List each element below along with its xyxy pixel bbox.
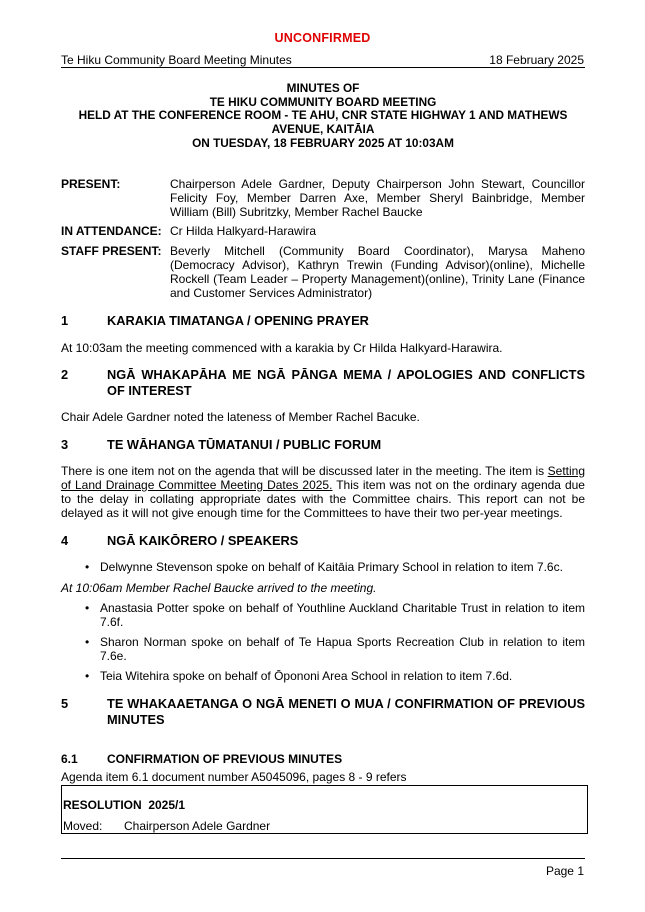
moved-label: Moved: — [63, 819, 103, 833]
header-document-title: Te Hiku Community Board Meeting Minutes — [61, 53, 292, 67]
arrival-note: At 10:06am Member Rachel Baucke arrived to the meeting. — [61, 581, 377, 595]
section-6-1-heading: CONFIRMATION OF PREVIOUS MINUTES — [107, 752, 343, 766]
unconfirmed-stamp: UNCONFIRMED — [274, 31, 371, 45]
section-2-body: Chair Adele Gardner noted the lateness of Member Rachel Bacuke. — [61, 410, 420, 424]
section-4-heading: NGĀ KAIKŌRERO / SPEAKERS — [107, 533, 299, 548]
section-3-body-end: This item was not on the ordinary agenda due to the delay in collating appropriate dates with the Committee chairs. This report can not be delayed as it will not give enough time for the Committees to have their two per-year meetings. — [61, 477, 585, 520]
title-line-4: AVENUE, KAITĀIA — [271, 122, 375, 137]
present-label: PRESENT: — [61, 177, 121, 191]
staff-present-text: Beverly Mitchell (Community Board Coordinator), Marysa Maheno (Democracy Advisor), Kathryn Trewin (Funding Advisor)(online), Michelle Rockell (Team Leader – Property Management)(online), Trinity Lane (Finance and Customer Services Administrator) — [170, 244, 585, 300]
minutes-title — [61, 82, 585, 151]
section-5-number: 5 — [61, 696, 69, 711]
section-3-body — [61, 465, 585, 521]
moved-by: Chairperson Adele Gardner — [124, 819, 271, 833]
section-1-body: At 10:03am the meeting commenced with a karakia by Cr Hilda Halkyard-Harawira. — [61, 341, 503, 355]
footer-rule — [61, 858, 585, 859]
title-line-2: TE HIKU COMMUNITY BOARD MEETING — [209, 94, 437, 109]
bullet-icon: • — [85, 601, 90, 615]
section-2-number: 2 — [61, 367, 69, 382]
title-line-3: HELD AT THE CONFERENCE ROOM - TE AHU, CNR STATE HIGHWAY 1 AND MATHEWS — [78, 108, 568, 123]
present-list: Chairperson Adele Gardner, Deputy Chairperson John Stewart, Councillor Felicity Foy, Member Darren Axe, Member Sheryl Bainbridge, Member William (Bill) Subritzky, Member Rachel Baucke — [170, 177, 585, 219]
land-drainage-item-reference: Setting of Land Drainage Committee Meeting Dates 2025. — [61, 464, 585, 492]
section-3-body-start: There is one item not on the agenda that will be discussed later in the meeting. The item is — [61, 464, 548, 478]
title-line-1: MINUTES OF — [286, 81, 360, 95]
speaker-item-2: Anastasia Potter spoke on behalf of Youthline Auckland Charitable Trust in relation to item 7.6f. — [100, 601, 585, 629]
bullet-icon: • — [85, 560, 90, 574]
bullet-icon: • — [85, 669, 90, 683]
section-1-heading: KARAKIA TIMATANGA / OPENING PRAYER — [107, 313, 369, 328]
in-attendance-list: Cr Hilda Halkyard-Harawira — [170, 224, 317, 238]
section-3-number: 3 — [61, 437, 69, 452]
section-3-heading: TE WĀHANGA TŪMATANUI / PUBLIC FORUM — [107, 437, 382, 452]
section-6-1-body: Agenda item 6.1 document number A5045096, pages 8 - 9 refers — [61, 770, 407, 784]
speaker-item-4: Teia Witehira spoke on behalf of Ōpononi Area School in relation to item 7.6d. — [100, 669, 513, 683]
staff-present-list — [170, 245, 585, 301]
staff-present-label: STAFF PRESENT: — [61, 244, 162, 258]
header-rule — [61, 67, 585, 68]
speaker-item-1: Delwynne Stevenson spoke on behalf of Kaitāia Primary School in relation to item 7.6c. — [100, 560, 563, 574]
resolution-heading: RESOLUTION 2025/1 — [63, 798, 186, 812]
section-2-heading: NGĀ WHAKAPĀHA ME NGĀ PĀNGA MEMA / APOLOGIES AND CONFLICTS OF INTEREST — [107, 367, 585, 398]
section-1-number: 1 — [61, 313, 69, 328]
in-attendance-label: IN ATTENDANCE: — [61, 224, 162, 238]
title-line-5: ON TUESDAY, 18 FEBRUARY 2025 AT 10:03AM — [192, 135, 454, 150]
bullet-icon: • — [85, 635, 90, 649]
section-4-number: 4 — [61, 533, 69, 548]
header-date: 18 February 2025 — [489, 53, 584, 67]
section-6-1-number: 6.1 — [61, 752, 78, 766]
section-5-heading: TE WHAKAAETANGA O NGĀ MENETI O MUA / CONFIRMATION OF PREVIOUS MINUTES — [107, 696, 585, 727]
page-number: Page 1 — [545, 864, 584, 878]
speaker-item-3: Sharon Norman spoke on behalf of Te Hapua Sports Recreation Club in relation to item 7.6e. — [100, 635, 585, 663]
